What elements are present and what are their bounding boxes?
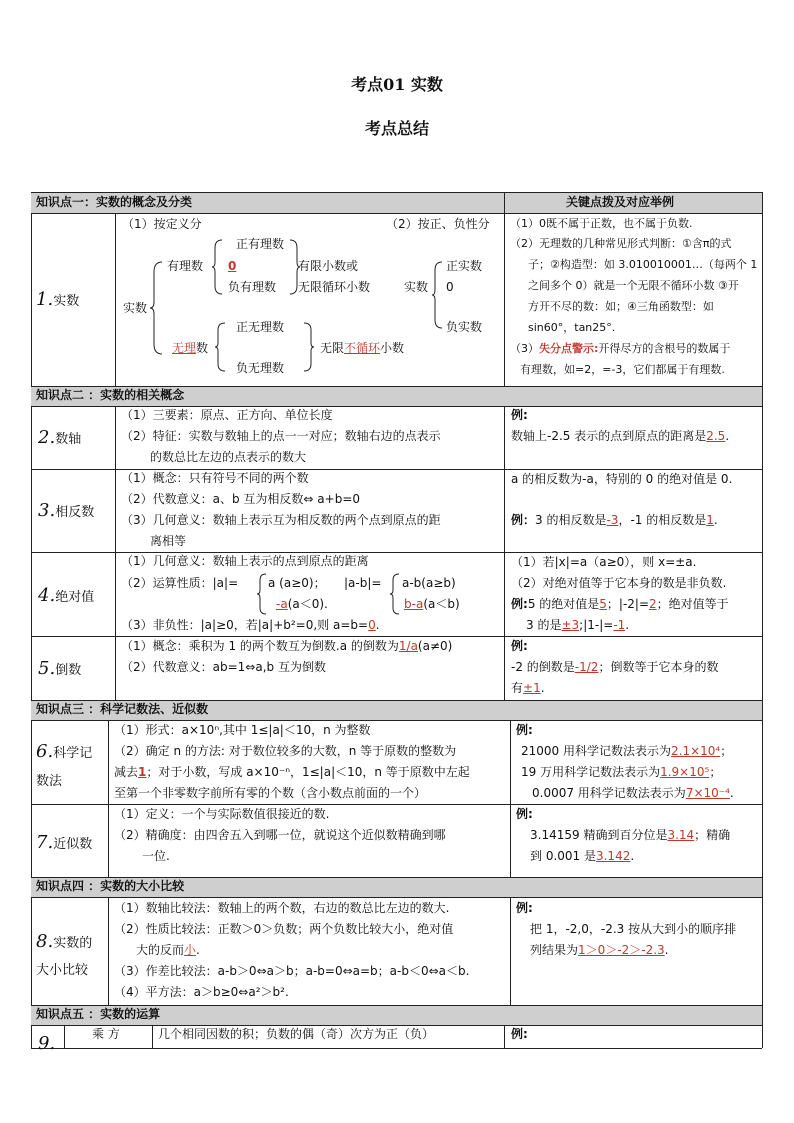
positive-irrational: 正无理数 (236, 320, 285, 334)
note-1: （1）0既不属于正数，也不属于负数. (510, 217, 693, 230)
abs-case-1: a (a≥0)； (268, 576, 326, 590)
row-6-line-2: （2）确定 n 的方法: 对于数位较多的大数，n 等于原数的整数为 (114, 744, 457, 758)
note-2b: 子；②构造型：如 3.010010001…（每两个 1 (528, 258, 758, 271)
row-3-line-1: （1）概念：只有符号不同的两个数 (121, 471, 309, 485)
abs-case-2: -a(a＜0). (276, 597, 328, 611)
row-7-example-2: 到 0.001 是3.142. (530, 849, 635, 863)
row-3-line-2: （2）代数意义：a、b 互为相反数⇔ a+b=0 (121, 492, 361, 506)
row-9-number: 9. (38, 1033, 56, 1054)
row-6-line-3: 减去1；对于小数，写成 a×10⁻ⁿ，1≤|a|＜10，n 等于原数中左起 (114, 765, 470, 779)
brace-irrational-right (304, 323, 314, 371)
row-6-example-title: 例: (516, 723, 533, 737)
brace-sign (432, 262, 444, 328)
row-3-example: 例：3 的相反数是-3，-1 的相反数是1. (511, 513, 718, 527)
row-4-example-1: 例:5 的绝对值是5；|-2|=2；绝对值等于 (511, 597, 729, 611)
negative-irrational: 负无理数 (236, 361, 285, 375)
row-2-line-2: （2）特征：实数与数轴上的点一一对应；数轴右边的点表示 (121, 429, 441, 443)
positive-real: 正实数 (446, 259, 483, 273)
brace-real (150, 262, 164, 354)
row-5-label: 5.倒数 (38, 658, 82, 679)
section-5-header: 知识点五 ：实数的运算 (36, 1007, 161, 1021)
note-2c: 之间多个 0）就是一个无限不循环小数 ③开 (528, 279, 739, 292)
row-7-example-1: 3.14159 精确到百分位是3.14；精确 (530, 828, 731, 842)
row-4-example-2: 3 的是±3;|1-|=-1. (526, 618, 630, 632)
row-2-example: 数轴上-2.5 表示的点到原点的距离是2.5. (511, 429, 730, 443)
row-4-line-1: （1）几何意义：数轴上表示的点到原点的距离 (121, 554, 369, 568)
row-5-example-2: 有±1. (511, 681, 545, 695)
positive-rational: 正有理数 (236, 237, 285, 251)
section-2-header: 知识点二 ：实数的相关概念 (36, 388, 185, 402)
row-1-label: 1.实数 (36, 289, 80, 310)
row-3-label: 3.相反数 (38, 500, 95, 521)
row-6-example-3: 0.0007 用科学记数法表示为7×10⁻⁴. (532, 786, 734, 800)
brace-irrational (215, 323, 227, 371)
abs-diff-label: |a-b|= (344, 576, 382, 590)
row-8-line-1: （1）数轴比较法：数轴上的两个数，右边的数总比左边的数大. (114, 901, 450, 915)
row-8-line-3: 大的反而小. (136, 943, 200, 957)
page-subtitle: 考点总结 (364, 119, 429, 138)
row-4-note-1: （1）若|x|=a（a≥0），则 x=±a. (511, 555, 697, 569)
row-2-label: 2.数轴 (38, 427, 82, 448)
brace-abs-diff (390, 574, 400, 614)
row-8-line-5: （4）平方法：a＞b≥0⇔a²＞b². (114, 985, 289, 999)
row-4-line-3: （3）非负性：|a|≥0，若|a|+b²=0,则 a=b=0. (121, 618, 380, 632)
row-4-note-2: （2）对绝对值等于它本身的数是非负数. (511, 576, 727, 590)
row-5-line-1: （1）概念：乘积为 1 的两个数互为倒数.a 的倒数为1/a(a≠0) (121, 639, 453, 653)
rational-number: 有理数 (167, 259, 204, 273)
row-6-line-4: 至第一个非零数字前所有零的个数（含小数点前面的一个） (114, 786, 427, 800)
row-8-example-2: 列结果为1＞0＞-2＞-2.3. (530, 943, 669, 957)
by-sign-label: （2）按正、负性分 (386, 217, 490, 231)
row-6-label-2: 数法 (36, 774, 63, 789)
section-1-notes-header: 关键点拨及对应举例 (566, 195, 675, 209)
row-7-example-title: 例: (516, 807, 533, 821)
row-9-label: 乘 方 (92, 1027, 120, 1041)
section-1-header: 知识点一：实数的概念及分类 (36, 195, 193, 209)
abs-diff-case-1: a-b(a≥b) (402, 576, 456, 590)
irrational-number: 无理数 (172, 341, 209, 355)
zero-answer: 0 (228, 259, 237, 273)
row-8-example-1: 把 1，-2,0，-2.3 按从大到小的顺序排 (530, 922, 737, 936)
row-9-line-1: 几个相同因数的积；负数的偶（奇）次方为正（负） (158, 1027, 435, 1041)
row-3-note: a 的相反数为-a，特别的 0 的绝对值是 0. (511, 472, 733, 486)
row-5-line-2: （2）代数意义：ab=1⇔a,b 互为倒数 (121, 660, 326, 674)
negative-rational: 负有理数 (228, 280, 277, 294)
row-6-label: 6.科学记 (36, 741, 93, 762)
page-title: 考点01 实数 (351, 75, 443, 94)
section-4-header: 知识点四 ：实数的大小比较 (36, 879, 185, 893)
note-3b: 有理数，如=2，=-3，它们都属于有理数. (520, 363, 725, 376)
real-number-by-sign: 实数 (404, 280, 429, 294)
row-8-example-title: 例: (516, 901, 533, 915)
row-8-label: 8.实数的 (36, 931, 93, 952)
note-2a: （2）无理数的几种常见形式判断：①含π的式 (510, 237, 732, 250)
row-8-label-2: 大小比较 (36, 963, 89, 978)
real-number-root: 实数 (123, 301, 148, 315)
row-3-line-4: 离相等 (150, 534, 187, 548)
row-5-example-1: -2 的倒数是-1/2；倒数等于它本身的数 (511, 660, 719, 674)
row-7-line-2: （2）精确度：由四舍五入到哪一位，就说这个近似数精确到哪 (114, 828, 446, 842)
row-2-line-1: （1）三要素：原点、正方向、单位长度 (121, 408, 333, 422)
brace-abs-a (257, 574, 267, 614)
negative-real: 负实数 (446, 320, 483, 334)
zero-real: 0 (446, 280, 454, 294)
row-6-line-1: （1）形式：a×10ⁿ,其中 1≤|a|＜10，n 为整数 (114, 723, 371, 737)
row-7-line-1: （1）定义：一个与实际数值很接近的数. (114, 807, 330, 821)
note-3a: （3）失分点警示:开得尽方的含根号的数属于 (510, 342, 731, 355)
row-2-line-3: 的数总比左边的点表示的数大 (150, 450, 307, 464)
brace-rational (212, 240, 224, 294)
row-8-line-2: （2）性质比较法：正数＞0＞负数；两个负数比较大小，绝对值 (114, 922, 454, 936)
row-9-example-title: 例: (511, 1027, 528, 1041)
row-3-line-3: （3）几何意义：数轴上表示互为相反数的两个点到原点的距 (121, 513, 441, 527)
repeating-decimal: 无限循环小数 (298, 280, 371, 294)
note-2e: sin60°，tan25°. (528, 321, 616, 334)
row-4-line-2: （2）运算性质：|a|= (121, 576, 239, 590)
row-7-label: 7.近似数 (36, 832, 93, 853)
section-3-header: 知识点三 ：科学记数法、近似数 (36, 702, 209, 716)
row-6-example-2: 19 万用科学记数法表示为1.9×10⁵； (521, 765, 722, 779)
abs-diff-case-2: b-a(a＜b) (404, 597, 460, 611)
by-definition-label: （1）按定义分 (122, 217, 202, 231)
finite-decimal: 有限小数或 (298, 259, 359, 273)
row-4-label: 4.绝对值 (38, 585, 95, 606)
non-repeating-decimal: 无限不循环小数 (320, 341, 405, 355)
row-8-line-4: （3）作差比较法：a-b＞0⇔a＞b；a-b=0⇔a=b；a-b＜0⇔a＜b. (114, 964, 470, 978)
row-5-example-title: 例: (511, 639, 528, 653)
row-2-example-title: 例: (511, 408, 528, 422)
row-7-line-3: 一位. (142, 849, 170, 863)
row-6-example-1: 21000 用科学记数法表示为2.1×10⁴； (521, 744, 733, 758)
note-2d: 方开不尽的数：如；④三角函数型：如 (528, 300, 714, 313)
